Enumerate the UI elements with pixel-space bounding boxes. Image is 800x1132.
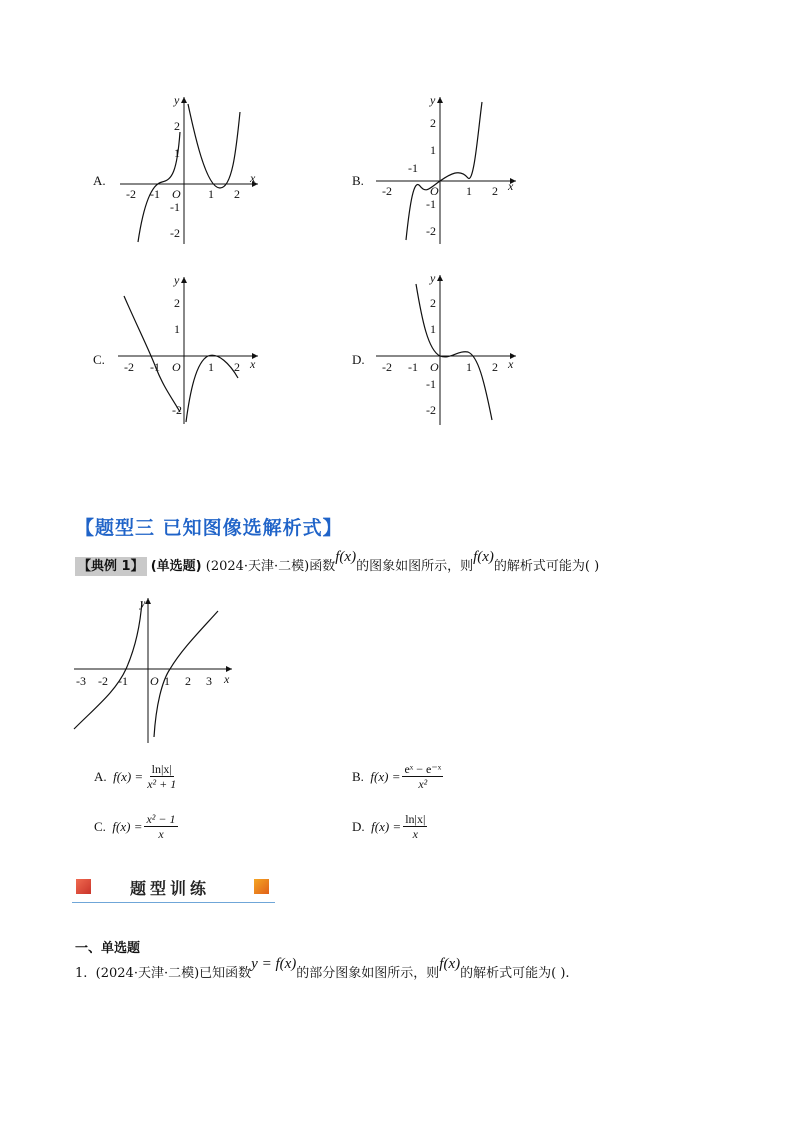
question-type: (单选题) [150,559,202,574]
option-b-label: B. [352,173,364,188]
svg-text:1: 1 [164,674,170,688]
svg-text:1: 1 [466,360,472,374]
question-mid: 的图象如图所示，则 [356,559,474,574]
svg-text:-2: -2 [98,674,108,688]
answer-b[interactable]: B. f(x) = $\frac{\text{eˣ − e⁻ˣ}}{\text{x²}}$ [352,762,442,791]
svg-text:-1: -1 [150,187,160,201]
svg-text:-1: -1 [408,360,418,374]
svg-text:O: O [172,360,181,374]
svg-text:2: 2 [174,296,180,310]
svg-text:3: 3 [206,674,212,688]
y-axis-label: y [174,93,180,107]
svg-text:-2: -2 [382,184,392,198]
banner-underline [72,902,275,903]
graph-option-c [110,272,260,427]
svg-text:2: 2 [492,360,498,374]
example-graph [72,595,242,745]
svg-text:1: 1 [208,187,214,201]
graph-option-d [368,270,518,428]
svg-text:y: y [140,596,146,610]
example-curve-left [74,601,142,729]
graph-option-a [110,92,260,247]
curve-c-left [124,296,180,412]
svg-text:O: O [430,184,439,198]
fx-symbol-2: f(x) [473,549,494,565]
option-c-label: C. [93,352,105,367]
svg-text:-1: -1 [426,377,436,391]
origin-label: O [172,187,181,201]
banner-left-square [76,879,91,894]
example-tag: 【典例 1】 [75,557,147,576]
svg-text:-2: -2 [124,360,134,374]
practice-question-1: 1. (2024·天津·二模)已知函数y = f(x)的部分图象如图所示，则f(x)的解析式可能为( ). [75,956,570,981]
svg-text:-1: -1 [408,161,418,175]
banner-title: 题型训练 [130,879,211,898]
x-axis-label: x [250,171,256,185]
svg-text:x: x [250,357,256,371]
svg-text:-1: -1 [170,200,180,214]
banner-right-square [254,879,269,894]
svg-text:-2: -2 [172,403,182,417]
svg-text:2: 2 [185,674,191,688]
svg-text:-1: -1 [150,360,160,374]
fx-symbol: f(x) [335,549,357,565]
svg-text:-3: -3 [76,674,86,688]
svg-text:-1: -1 [426,197,436,211]
svg-text:2: 2 [234,187,240,201]
svg-text:-2: -2 [170,226,180,240]
practice-heading: 一、单选题 [75,941,141,956]
svg-text:y: y [174,273,180,287]
svg-text:1: 1 [466,184,472,198]
svg-text:-2: -2 [426,403,436,417]
svg-text:O: O [430,360,439,374]
svg-text:2: 2 [174,119,180,133]
graph-option-b [368,92,518,247]
svg-text:y: y [430,271,436,285]
svg-text:x: x [224,672,230,686]
question-tail: 的解析式可能为( ) [493,559,600,574]
svg-text:y: y [430,93,436,107]
answer-a[interactable]: A. f(x) = $\frac{\ln|x|}{\text{x² + 1}}$ [94,762,177,791]
question-source: (2024·天津·二模)函数 [205,559,336,574]
svg-text:-2: -2 [126,187,136,201]
curve-a-right [188,104,240,188]
option-d-label: D. [352,352,365,367]
svg-text:2: 2 [430,116,436,130]
curve-d [416,284,492,420]
example-question [75,549,600,575]
answer-c[interactable]: C. f(x) = $\frac{\text{x² − 1}}{x}$ [94,812,176,841]
answer-d[interactable]: D. f(x) = $\frac{\ln|x|}{x}$ [352,812,426,841]
option-a-label: A. [93,173,106,188]
svg-text:2: 2 [430,296,436,310]
svg-text:1: 1 [430,143,436,157]
svg-text:1: 1 [174,146,180,160]
svg-text:2: 2 [234,360,240,374]
svg-text:1: 1 [174,322,180,336]
svg-text:1: 1 [430,322,436,336]
svg-text:1: 1 [208,360,214,374]
svg-text:O: O [150,674,159,688]
svg-text:x: x [508,179,514,193]
svg-text:-2: -2 [426,224,436,238]
svg-text:-1: -1 [118,674,128,688]
svg-text:-2: -2 [382,360,392,374]
svg-text:x: x [508,357,514,371]
section-title: 【题型三 已知图像选解析式】 [75,517,343,539]
svg-text:2: 2 [492,184,498,198]
